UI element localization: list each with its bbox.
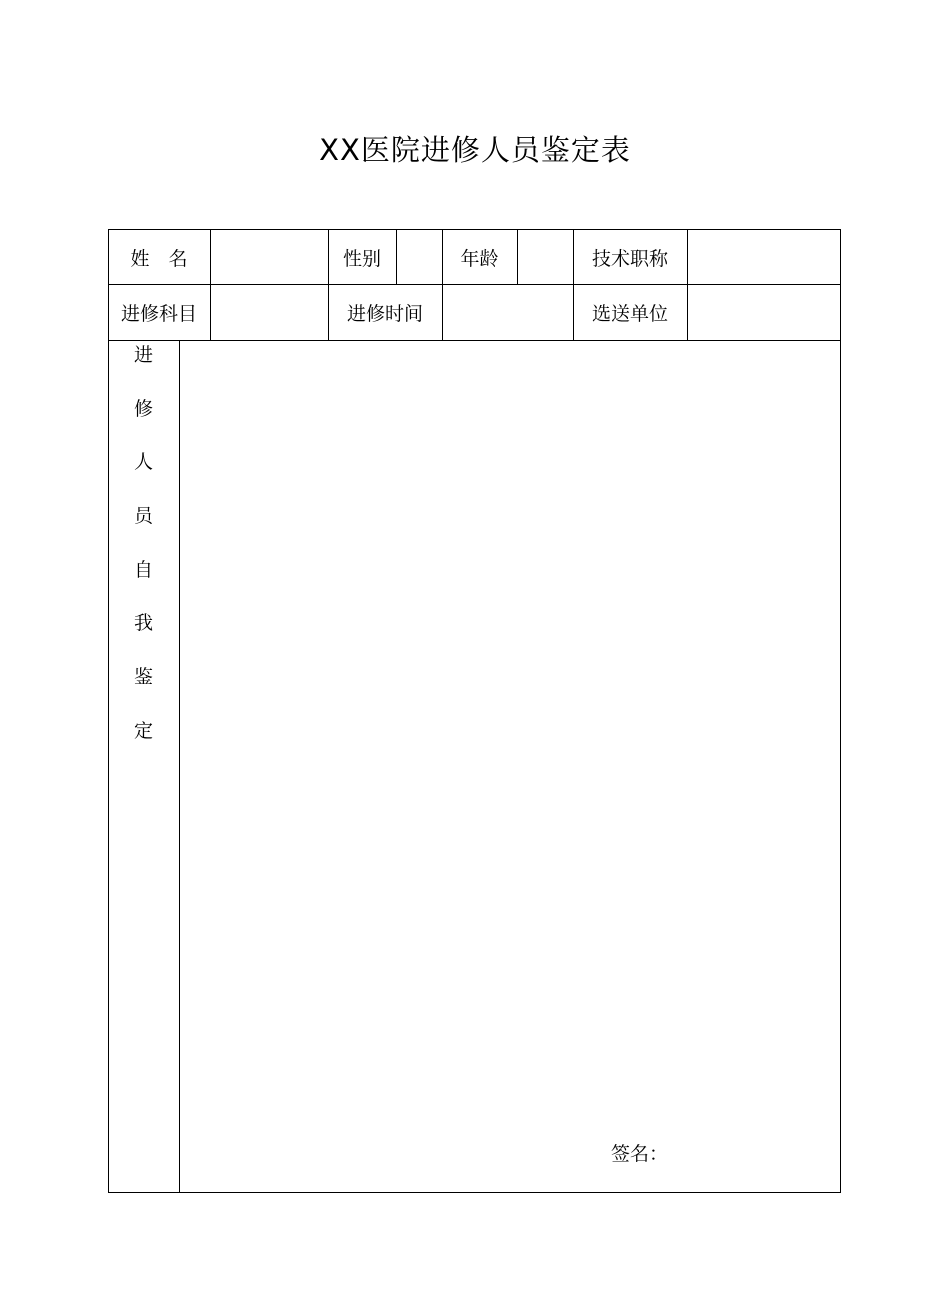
age-label: 年龄 xyxy=(460,247,499,270)
signature-label: 签名： xyxy=(611,1143,669,1165)
self-assessment-char: 我 xyxy=(133,612,153,635)
name-label: 姓 名 xyxy=(130,247,188,270)
period-label: 进修时间 xyxy=(346,302,423,325)
gender-label: 性别 xyxy=(342,247,381,270)
self-assessment-label xyxy=(108,341,179,771)
table-border-bottom xyxy=(108,1192,841,1193)
self-assessment-char: 鉴 xyxy=(133,666,153,689)
name-field[interactable] xyxy=(210,229,328,285)
self-assessment-char: 修 xyxy=(133,397,153,420)
self-assessment-char: 自 xyxy=(133,558,153,581)
age-field[interactable] xyxy=(517,229,573,285)
unit-field[interactable] xyxy=(687,284,840,340)
page-title: XX医院进修人员鉴定表 xyxy=(319,133,631,167)
self-assessment-char: 定 xyxy=(133,719,153,742)
self-assessment-char: 人 xyxy=(133,451,153,474)
subject-field[interactable] xyxy=(210,284,328,340)
unit-label: 选送单位 xyxy=(591,302,668,325)
technical-title-field[interactable] xyxy=(687,229,840,285)
self-assessment-field[interactable] xyxy=(180,341,840,1192)
self-assessment-char: 进 xyxy=(133,344,153,366)
self-assessment-char: 员 xyxy=(133,505,153,528)
period-field[interactable] xyxy=(442,284,573,340)
technical-title-label: 技术职称 xyxy=(591,247,668,270)
table-border-right xyxy=(840,229,841,1193)
subject-label: 进修科目 xyxy=(120,302,197,325)
gender-field[interactable] xyxy=(396,229,442,285)
